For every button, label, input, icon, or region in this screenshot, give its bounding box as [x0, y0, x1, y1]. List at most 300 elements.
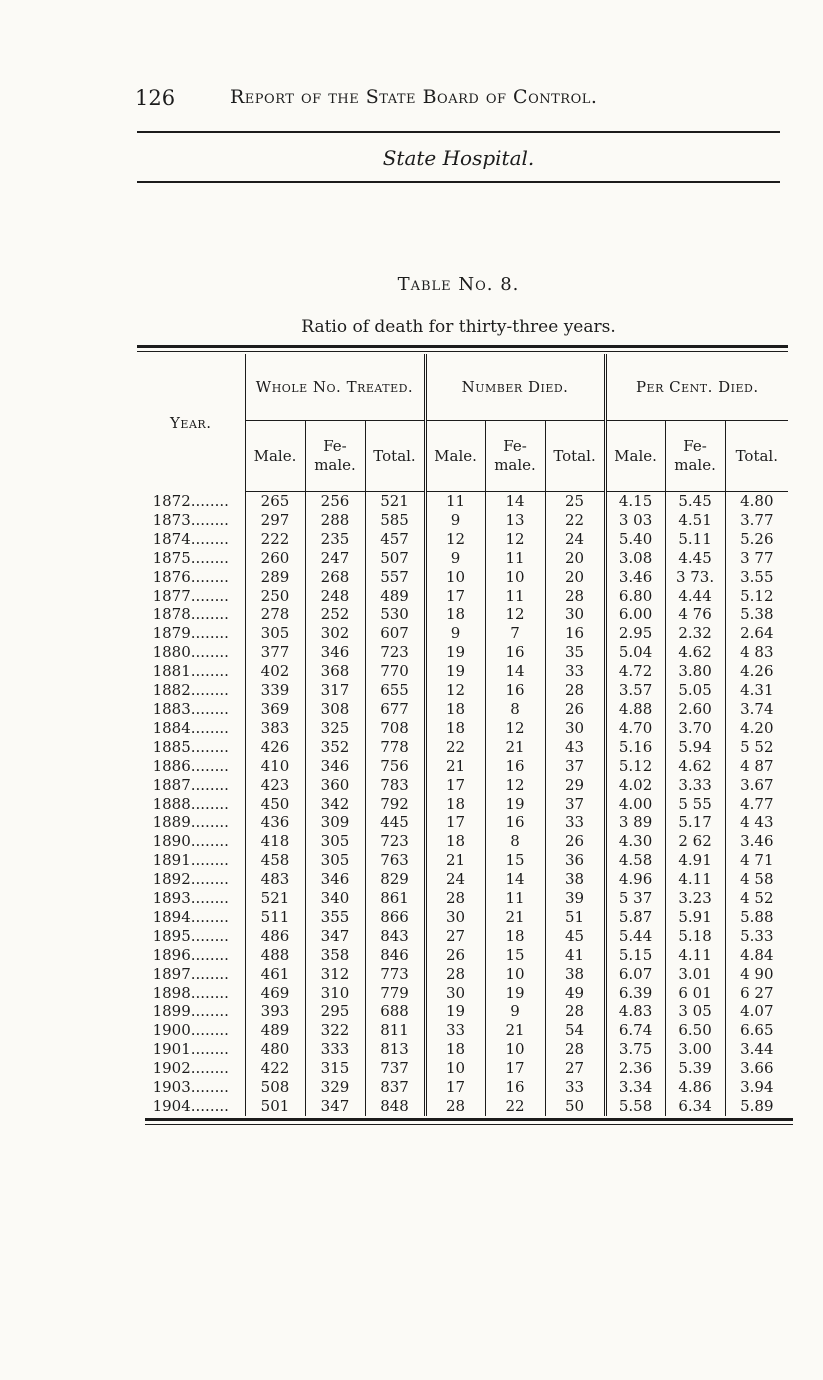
percent-total-cell: 2.64: [725, 624, 788, 643]
treated-male-cell: 483: [245, 870, 305, 889]
percent-female-cell: 4.44: [665, 587, 725, 606]
table-row: [137, 776, 788, 795]
percent-male-cell: 6.00: [605, 605, 665, 624]
died-female-cell: 17: [485, 1059, 545, 1078]
treated-female-cell: 346: [305, 643, 365, 662]
table-row: [137, 719, 788, 738]
treated-female-cell: 347: [305, 927, 365, 946]
number-died-header: Number Died.: [425, 354, 605, 421]
percent-male-cell: 6.07: [605, 965, 665, 984]
percent-female-cell: 5.11: [665, 530, 725, 549]
died-female-cell: 12: [485, 605, 545, 624]
percent-total-cell: 4.31: [725, 681, 788, 700]
died-total-cell: 38: [545, 965, 605, 984]
died-female-cell: 19: [485, 984, 545, 1003]
percent-male-header: Male.: [605, 421, 665, 492]
died-male-cell: 19: [425, 643, 485, 662]
percent-male-cell: 5.15: [605, 946, 665, 965]
treated-total-cell: 445: [365, 813, 425, 832]
died-total-cell: 28: [545, 587, 605, 606]
treated-male-cell: 450: [245, 795, 305, 814]
percent-female-cell: 4.11: [665, 870, 725, 889]
treated-male-cell: 486: [245, 927, 305, 946]
table-row: [137, 889, 788, 908]
table-bottom-rule-thin: [145, 1124, 793, 1125]
header-rule-top: [137, 131, 780, 133]
treated-female-cell: 329: [305, 1078, 365, 1097]
percent-total-cell: 3.77: [725, 511, 788, 530]
whole-no-treated-header: Whole No. Treated.: [245, 354, 425, 421]
died-male-header: Male.: [425, 421, 485, 492]
died-female-cell: 16: [485, 757, 545, 776]
died-total-cell: 37: [545, 795, 605, 814]
treated-male-cell: 260: [245, 549, 305, 568]
died-total-cell: 27: [545, 1059, 605, 1078]
died-total-cell: 26: [545, 832, 605, 851]
treated-female-cell: 315: [305, 1059, 365, 1078]
year-column-header: Year.: [170, 413, 212, 432]
table-row: [137, 662, 788, 681]
percent-total-cell: 4 71: [725, 851, 788, 870]
treated-female-cell: 340: [305, 889, 365, 908]
year-cell: 1883........: [152, 699, 229, 718]
percent-male-cell: 3.08: [605, 549, 665, 568]
table-row: [137, 1021, 788, 1040]
died-male-cell: 30: [425, 984, 485, 1003]
treated-total-cell: 773: [365, 965, 425, 984]
died-total-cell: 43: [545, 738, 605, 757]
year-cell: 1890........: [152, 832, 229, 851]
died-male-cell: 17: [425, 776, 485, 795]
percent-total-cell: 4.20: [725, 719, 788, 738]
treated-total-cell: 688: [365, 1002, 425, 1021]
table-number: Table No. 8.: [397, 274, 520, 295]
treated-total-cell: 837: [365, 1078, 425, 1097]
percent-male-cell: 5.16: [605, 738, 665, 757]
percent-total-cell: 4.26: [725, 662, 788, 681]
treated-female-cell: 325: [305, 719, 365, 738]
page-number: 126: [135, 86, 176, 110]
percent-total-cell: 4 87: [725, 757, 788, 776]
died-total-cell: 33: [545, 1078, 605, 1097]
percent-female-cell: 6.34: [665, 1097, 725, 1116]
percent-total-cell: 4 43: [725, 813, 788, 832]
year-cell: 1896........: [152, 945, 229, 964]
table-row: [137, 681, 788, 700]
percent-female-cell: 2 62: [665, 832, 725, 851]
percent-female-cell: 5.39: [665, 1059, 725, 1078]
table-row: [137, 870, 788, 889]
died-total-cell: 38: [545, 870, 605, 889]
treated-female-cell: 347: [305, 1097, 365, 1116]
year-cell: 1872........: [152, 491, 229, 510]
treated-male-header: Male.: [245, 421, 305, 492]
died-total-cell: 30: [545, 719, 605, 738]
died-female-cell: 14: [485, 662, 545, 681]
died-female-cell: 21: [485, 1021, 545, 1040]
table-row: [137, 568, 788, 587]
table-row: [137, 813, 788, 832]
running-head: Report of the State Board of Control.: [230, 86, 598, 108]
year-cell: 1903........: [152, 1078, 229, 1097]
percent-total-cell: 3.55: [725, 568, 788, 587]
percent-female-cell: 4 76: [665, 605, 725, 624]
percent-total-cell: 4.84: [725, 946, 788, 965]
treated-male-cell: 480: [245, 1040, 305, 1059]
treated-total-cell: 585: [365, 511, 425, 530]
table-row: [137, 587, 788, 606]
died-total-cell: 39: [545, 889, 605, 908]
percent-total-cell: 5.89: [725, 1097, 788, 1116]
year-cell: 1878........: [152, 605, 229, 624]
year-cell: 1888........: [152, 794, 229, 813]
percent-total-cell: 5.38: [725, 605, 788, 624]
percent-female-cell: 4.86: [665, 1078, 725, 1097]
table-row: [137, 549, 788, 568]
table-row: [137, 832, 788, 851]
died-male-cell: 9: [425, 511, 485, 530]
died-total-cell: 37: [545, 757, 605, 776]
percent-female-cell: 5.94: [665, 738, 725, 757]
died-total-header: Total.: [545, 421, 605, 492]
died-female-cell: 12: [485, 719, 545, 738]
treated-total-cell: 783: [365, 776, 425, 795]
year-cell: 1879........: [152, 624, 229, 643]
year-cell: 1899........: [152, 1002, 229, 1021]
died-female-cell: 9: [485, 1002, 545, 1021]
percent-total-cell: 4 58: [725, 870, 788, 889]
died-total-cell: 29: [545, 776, 605, 795]
treated-total-cell: 792: [365, 795, 425, 814]
treated-male-cell: 508: [245, 1078, 305, 1097]
treated-male-cell: 265: [245, 492, 305, 511]
treated-total-cell: 770: [365, 662, 425, 681]
died-total-cell: 28: [545, 1040, 605, 1059]
died-female-cell: 10: [485, 965, 545, 984]
died-male-cell: 27: [425, 927, 485, 946]
died-female-header: Fe- male.: [485, 421, 545, 492]
percent-male-cell: 6.80: [605, 587, 665, 606]
table-row: [137, 643, 788, 662]
table-caption: Ratio of death for thirty-three years.: [301, 317, 616, 337]
percent-female-cell: 4.62: [665, 643, 725, 662]
percent-total-cell: 3.66: [725, 1059, 788, 1078]
year-cell: 1900........: [152, 1021, 229, 1040]
died-male-cell: 33: [425, 1021, 485, 1040]
percent-female-cell: 4.51: [665, 511, 725, 530]
treated-male-cell: 305: [245, 624, 305, 643]
treated-total-cell: 677: [365, 700, 425, 719]
treated-female-cell: 247: [305, 549, 365, 568]
table-row: [137, 946, 788, 965]
percent-female-header: Fe- male.: [665, 421, 725, 492]
died-female-cell: 19: [485, 795, 545, 814]
treated-total-cell: 708: [365, 719, 425, 738]
percent-male-cell: 5.40: [605, 530, 665, 549]
percent-total-cell: 4.80: [725, 492, 788, 511]
treated-total-cell: 763: [365, 851, 425, 870]
year-cell: 1897........: [152, 964, 229, 983]
table-row: [137, 757, 788, 776]
treated-total-cell: 861: [365, 889, 425, 908]
table-row: [137, 984, 788, 1003]
died-female-cell: 15: [485, 946, 545, 965]
table-row: [137, 1002, 788, 1021]
treated-female-cell: 252: [305, 605, 365, 624]
treated-total-cell: 778: [365, 738, 425, 757]
treated-female-cell: 256: [305, 492, 365, 511]
year-cell: 1885........: [152, 737, 229, 756]
died-female-cell: 21: [485, 738, 545, 757]
percent-male-cell: 3 03: [605, 511, 665, 530]
died-total-cell: 36: [545, 851, 605, 870]
treated-female-cell: 342: [305, 795, 365, 814]
percent-male-cell: 3 89: [605, 813, 665, 832]
died-total-cell: 41: [545, 946, 605, 965]
percent-female-cell: 3.00: [665, 1040, 725, 1059]
treated-male-cell: 250: [245, 587, 305, 606]
died-female-cell: 16: [485, 643, 545, 662]
died-female-cell: 21: [485, 908, 545, 927]
percent-male-cell: 4.96: [605, 870, 665, 889]
treated-female-cell: 312: [305, 965, 365, 984]
treated-total-cell: 607: [365, 624, 425, 643]
treated-female-cell: 368: [305, 662, 365, 681]
percent-total-cell: 3.44: [725, 1040, 788, 1059]
table-row: [137, 700, 788, 719]
died-male-cell: 17: [425, 813, 485, 832]
year-cell: 1882........: [152, 681, 229, 700]
table-row: [137, 511, 788, 530]
percent-female-cell: 5 55: [665, 795, 725, 814]
died-male-cell: 18: [425, 795, 485, 814]
died-total-cell: 33: [545, 662, 605, 681]
year-cell: 1877........: [152, 586, 229, 605]
percent-female-cell: 5.91: [665, 908, 725, 927]
treated-female-cell: 305: [305, 851, 365, 870]
year-cell: 1886........: [152, 756, 229, 775]
percent-male-cell: 5.04: [605, 643, 665, 662]
percent-female-cell: 6.50: [665, 1021, 725, 1040]
percent-total-cell: 4 90: [725, 965, 788, 984]
died-female-cell: 14: [485, 870, 545, 889]
died-total-cell: 50: [545, 1097, 605, 1116]
year-cell: 1875........: [152, 548, 229, 567]
died-male-cell: 17: [425, 1078, 485, 1097]
treated-total-cell: 723: [365, 643, 425, 662]
treated-male-cell: 423: [245, 776, 305, 795]
treated-total-cell: 848: [365, 1097, 425, 1116]
percent-female-cell: 5.17: [665, 813, 725, 832]
died-male-cell: 21: [425, 851, 485, 870]
percent-male-cell: 5 37: [605, 889, 665, 908]
treated-total-cell: 457: [365, 530, 425, 549]
percent-male-cell: 3.75: [605, 1040, 665, 1059]
year-cell: 1895........: [152, 926, 229, 945]
died-male-cell: 17: [425, 587, 485, 606]
died-male-cell: 9: [425, 624, 485, 643]
treated-total-cell: 507: [365, 549, 425, 568]
died-female-cell: 8: [485, 700, 545, 719]
died-female-cell: 7: [485, 624, 545, 643]
treated-male-cell: 297: [245, 511, 305, 530]
percent-male-cell: 5.12: [605, 757, 665, 776]
treated-female-cell: 305: [305, 832, 365, 851]
treated-male-cell: 469: [245, 984, 305, 1003]
percent-male-cell: 4.58: [605, 851, 665, 870]
treated-total-cell: 723: [365, 832, 425, 851]
died-female-cell: 10: [485, 1040, 545, 1059]
percent-total-cell: 6.65: [725, 1021, 788, 1040]
table-row: [137, 738, 788, 757]
treated-female-cell: 308: [305, 700, 365, 719]
treated-male-cell: 422: [245, 1059, 305, 1078]
died-male-cell: 10: [425, 568, 485, 587]
table-row: [137, 1078, 788, 1097]
table-row: [137, 605, 788, 624]
table-row: [137, 908, 788, 927]
percent-total-cell: 5.26: [725, 530, 788, 549]
died-female-cell: 11: [485, 587, 545, 606]
treated-male-cell: 393: [245, 1002, 305, 1021]
year-cell: 1892........: [152, 870, 229, 889]
percent-male-cell: 6.39: [605, 984, 665, 1003]
percent-female-cell: 4.45: [665, 549, 725, 568]
died-male-cell: 28: [425, 889, 485, 908]
treated-male-cell: 410: [245, 757, 305, 776]
treated-female-cell: 235: [305, 530, 365, 549]
table-bottom-rule: [145, 1118, 793, 1121]
percent-male-cell: 2.95: [605, 624, 665, 643]
table-row: [137, 530, 788, 549]
died-female-cell: 12: [485, 776, 545, 795]
percent-total-cell: 3.67: [725, 776, 788, 795]
percent-male-cell: 4.83: [605, 1002, 665, 1021]
treated-total-cell: 756: [365, 757, 425, 776]
year-cell: 1873........: [152, 510, 229, 529]
percent-total-header: Total.: [725, 421, 788, 492]
percent-male-cell: 3.46: [605, 568, 665, 587]
year-cell: 1893........: [152, 889, 229, 908]
treated-total-cell: 521: [365, 492, 425, 511]
died-male-cell: 19: [425, 1002, 485, 1021]
treated-male-cell: 511: [245, 908, 305, 927]
died-total-cell: 49: [545, 984, 605, 1003]
table-row: [137, 1097, 788, 1116]
year-cell: 1876........: [152, 567, 229, 586]
percent-male-cell: 5.58: [605, 1097, 665, 1116]
treated-male-cell: 402: [245, 662, 305, 681]
percent-female-cell: 3.70: [665, 719, 725, 738]
percent-total-cell: 4 83: [725, 643, 788, 662]
died-female-cell: 14: [485, 492, 545, 511]
treated-male-cell: 461: [245, 965, 305, 984]
treated-female-cell: 317: [305, 681, 365, 700]
table-row: [137, 965, 788, 984]
percent-female-cell: 5.18: [665, 927, 725, 946]
percent-total-cell: 3 77: [725, 549, 788, 568]
treated-female-cell: 352: [305, 738, 365, 757]
header-rule-bottom: [137, 181, 780, 183]
treated-male-cell: 521: [245, 889, 305, 908]
per-cent-died-header: Per Cent. Died.: [605, 354, 788, 421]
treated-total-cell: 843: [365, 927, 425, 946]
table-row: [137, 927, 788, 946]
died-male-cell: 22: [425, 738, 485, 757]
treated-male-cell: 436: [245, 813, 305, 832]
died-female-cell: 10: [485, 568, 545, 587]
percent-male-cell: 6.74: [605, 1021, 665, 1040]
treated-male-cell: 289: [245, 568, 305, 587]
treated-male-cell: 501: [245, 1097, 305, 1116]
died-male-cell: 30: [425, 908, 485, 927]
died-male-cell: 28: [425, 1097, 485, 1116]
percent-female-cell: 5.45: [665, 492, 725, 511]
died-female-cell: 11: [485, 549, 545, 568]
table-row: [137, 851, 788, 870]
died-male-cell: 18: [425, 1040, 485, 1059]
died-total-cell: 28: [545, 1002, 605, 1021]
died-male-cell: 12: [425, 681, 485, 700]
year-cell: 1898........: [152, 983, 229, 1002]
died-female-cell: 15: [485, 851, 545, 870]
percent-female-cell: 3 73.: [665, 568, 725, 587]
died-female-cell: 18: [485, 927, 545, 946]
percent-male-cell: 3.57: [605, 681, 665, 700]
treated-male-cell: 377: [245, 643, 305, 662]
treated-male-cell: 369: [245, 700, 305, 719]
died-female-cell: 22: [485, 1097, 545, 1116]
table-top-rule-thin: [137, 351, 788, 352]
treated-female-cell: 322: [305, 1021, 365, 1040]
treated-female-header: Fe- male.: [305, 421, 365, 492]
treated-total-cell: 829: [365, 870, 425, 889]
died-total-cell: 20: [545, 549, 605, 568]
treated-total-cell: 811: [365, 1021, 425, 1040]
died-male-cell: 18: [425, 832, 485, 851]
percent-total-cell: 5.12: [725, 587, 788, 606]
died-total-cell: 26: [545, 700, 605, 719]
death-ratio-table: [137, 354, 788, 1116]
died-total-cell: 35: [545, 643, 605, 662]
percent-male-cell: 4.70: [605, 719, 665, 738]
percent-total-cell: 4.77: [725, 795, 788, 814]
died-total-cell: 33: [545, 813, 605, 832]
died-total-cell: 24: [545, 530, 605, 549]
died-male-cell: 10: [425, 1059, 485, 1078]
died-male-cell: 18: [425, 700, 485, 719]
treated-male-cell: 426: [245, 738, 305, 757]
died-male-cell: 11: [425, 492, 485, 511]
percent-female-cell: 4.11: [665, 946, 725, 965]
died-male-cell: 9: [425, 549, 485, 568]
year-cell: 1902........: [152, 1059, 229, 1078]
died-female-cell: 8: [485, 832, 545, 851]
percent-male-cell: 5.44: [605, 927, 665, 946]
percent-male-cell: 3.34: [605, 1078, 665, 1097]
died-female-cell: 11: [485, 889, 545, 908]
died-male-cell: 26: [425, 946, 485, 965]
died-female-cell: 13: [485, 511, 545, 530]
treated-total-cell: 813: [365, 1040, 425, 1059]
died-total-cell: 45: [545, 927, 605, 946]
died-female-cell: 16: [485, 1078, 545, 1097]
percent-female-cell: 3.33: [665, 776, 725, 795]
treated-male-cell: 383: [245, 719, 305, 738]
treated-total-cell: 846: [365, 946, 425, 965]
died-total-cell: 20: [545, 568, 605, 587]
treated-total-cell: 655: [365, 681, 425, 700]
